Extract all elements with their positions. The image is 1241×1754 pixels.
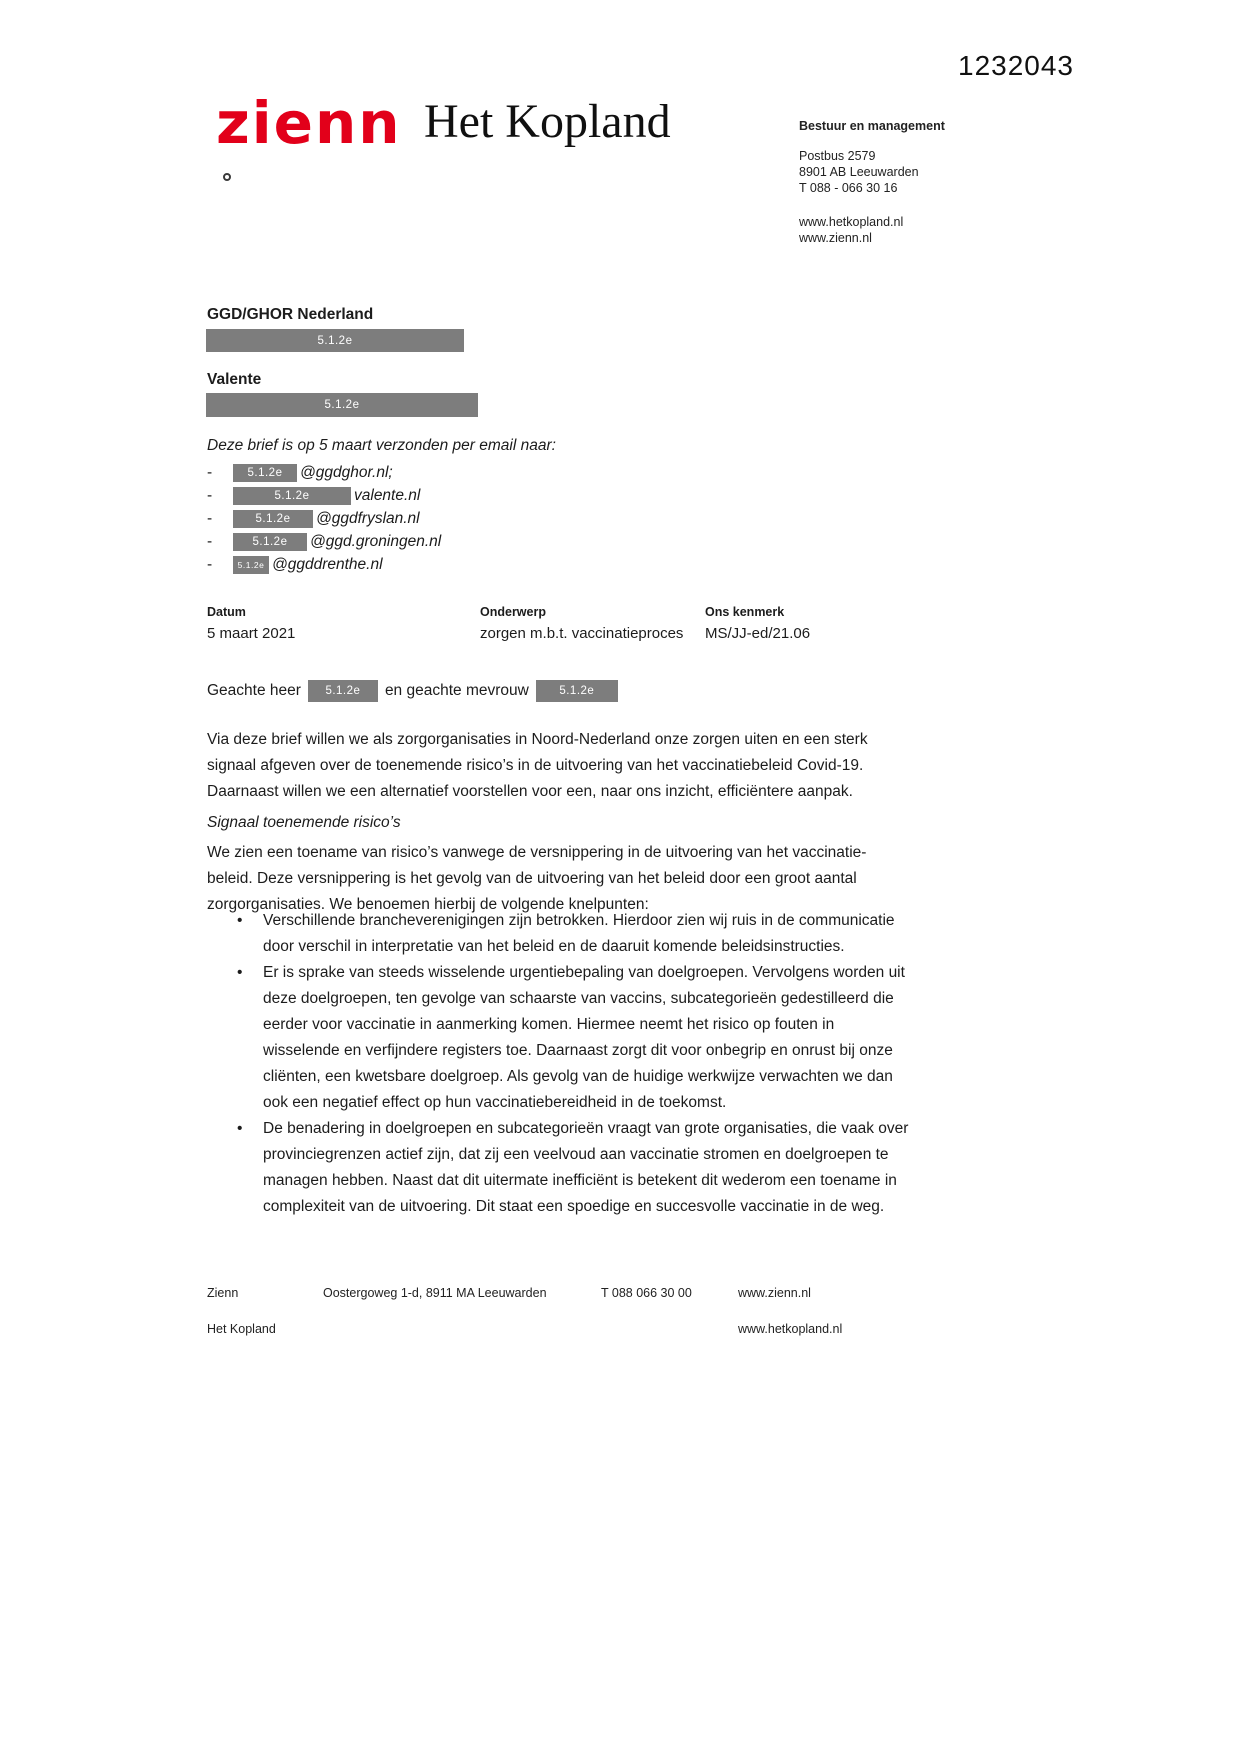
redaction-bar: - 5.1.2e <box>233 510 313 528</box>
salutation-text: Geachte heer <box>207 682 301 699</box>
footer-address: Oostergoweg 1-d, 8911 MA Leeuwarden <box>323 1286 547 1300</box>
contact-block <box>799 118 1029 246</box>
redaction-bar: 5.1.2e <box>536 680 618 702</box>
footer-website: www.zienn.nl <box>738 1286 811 1300</box>
bullet-item: • Verschillende brancheverenigingen zijn betrokken. Hierdoor zien wij ruis in de communicatie door verschil in interpretatie van het beleid en de daaruit komende beleidsinstructies. <box>235 908 913 960</box>
recipient-name: GGD/GHOR Nederland <box>207 306 374 323</box>
contact-line: Postbus 2579 <box>799 149 876 163</box>
email-list-item <box>207 461 441 484</box>
salutation <box>207 680 618 702</box>
email-note: Deze brief is op 5 maart verzonden per email naar: <box>207 437 556 454</box>
redaction-bar: 5.1.2e <box>206 329 464 352</box>
bullet-list <box>235 908 913 1220</box>
email-address: @ggdfryslan.nl <box>316 509 420 527</box>
email-list-item <box>207 484 441 507</box>
email-list <box>207 461 441 576</box>
redaction-bar: - 5.1.2e <box>233 487 351 505</box>
email-list-item <box>207 530 441 553</box>
email-address: valente.nl <box>354 486 421 504</box>
bullet-item: • Er is sprake van steeds wisselende urgentiebepaling van doelgroepen. Vervolgens worden uit deze doelgroepen, ten gevolge van schaarste van vaccins, subcategorieën gedestilleerd die eerder voor vaccinatie in aanmerking komen. Hiermee neemt het risico op fouten in wisselende en verfijndere registers toe. Daarnaast zorgt dit voor onbegrip en onrust bij onze cliënten, een kwetsbare doelgroep. Als gevolg van de huidige werkwijze verwachten we dan ook een negatief effect op hun vaccinatiebereidheid in de toekomst. <box>235 960 913 1116</box>
redaction-bar: 5.1.2e <box>206 393 478 417</box>
email-address: @ggddrenthe.nl <box>272 555 383 573</box>
onderwerp-label: Onderwerp <box>480 605 546 619</box>
website-url: www.hetkopland.nl <box>799 215 904 229</box>
email-address: @ggdghor.nl; <box>300 463 393 481</box>
het-kopland-logo: Het Kopland <box>424 95 671 148</box>
bullet-item: • De benadering in doelgroepen en subcategorieën vraagt van grote organisaties, die vaak over provinciegrenzen actief zijn, dat zij een veelvoud aan vaccinatie stromen en doelgroepen te managen hebben. Naast dat dit uitermate inefficiënt is betekent dit wederom een toename in complexiteit van de uitvoering. Dit staat een spoedige en succesvolle vaccinatie in de weg. <box>235 1116 913 1220</box>
onderwerp-value: zorgen m.b.t. vaccinatieproces <box>480 625 684 642</box>
datum-label: Datum <box>207 605 246 619</box>
contact-address <box>799 148 1029 196</box>
footer-org: Zienn <box>207 1286 239 1300</box>
intro-paragraph: Via deze brief willen we als zorgorganisaties in Noord-Nederland onze zorgen uiten en een sterk signaal afgeven over de toenemende risico’s in de uitvoering van het vaccinatiebeleid Covid-19. Daarnaast willen we een alternatief voorstellen voor een, naar ons inzicht, efficiëntere aanpak. <box>207 731 868 800</box>
email-address: @ggd.groningen.nl <box>310 532 442 550</box>
footer-website: www.hetkopland.nl <box>738 1322 843 1336</box>
redaction-bar: - 5.1.2e <box>233 533 307 551</box>
kenmerk-label: Ons kenmerk <box>705 605 785 619</box>
redaction-bar: - 5.1.2e <box>233 556 269 574</box>
section-intro-paragraph: We zien een toename van risico’s vanwege de versnippering in de uitvoering van het vaccinatie-beleid. Deze versnippering is het gevolg van de uitvoering van het beleid door een groot aantal zorgorganisaties. We benoemen hierbij de volgende knelpunten: <box>207 844 867 913</box>
document-number: 1232043 <box>958 50 1075 81</box>
footer-phone: T 088 066 30 00 <box>601 1286 692 1300</box>
recipient-name: Valente <box>207 371 262 388</box>
redaction-bar: 5.1.2e <box>308 680 378 702</box>
section-heading: Signaal toenemende risico’s <box>207 814 401 831</box>
footer-org: Het Kopland <box>207 1322 276 1336</box>
email-list-item <box>207 553 441 576</box>
zienn-logo: zienn <box>216 89 402 157</box>
contact-line: T 088 - 066 30 16 <box>799 181 898 195</box>
contact-title: Bestuur en management <box>799 119 945 133</box>
salutation-text: en geachte mevrouw <box>384 682 529 699</box>
email-list-item <box>207 507 441 530</box>
website-url: www.zienn.nl <box>799 231 872 245</box>
contact-line: 8901 AB Leeuwarden <box>799 165 919 179</box>
zienn-logo-mark-icon <box>223 173 231 181</box>
contact-websites <box>799 214 1029 246</box>
datum-value: 5 maart 2021 <box>207 625 296 642</box>
redaction-bar: - 5.1.2e <box>233 464 297 482</box>
kenmerk-value: MS/JJ-ed/21.06 <box>705 625 811 642</box>
